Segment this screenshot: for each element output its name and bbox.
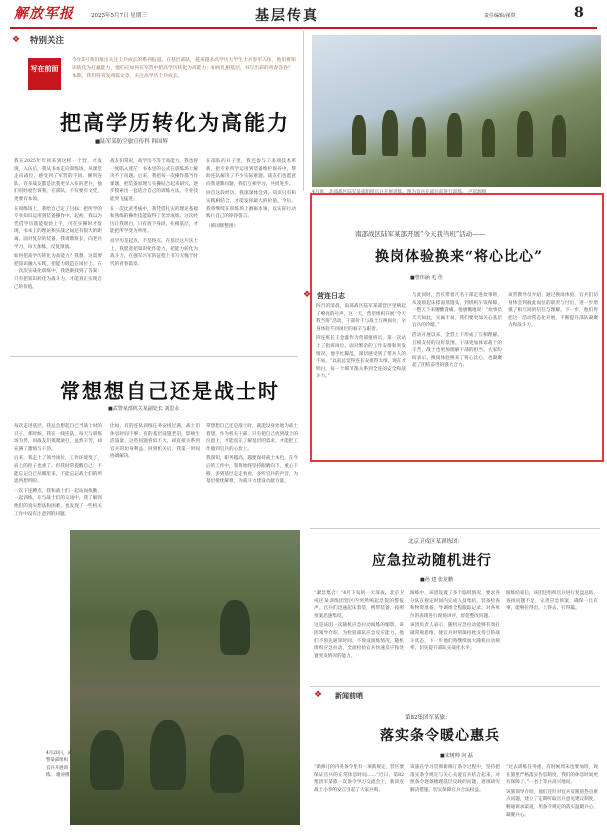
- divider: [10, 356, 298, 357]
- special-focus-label: 特别关注: [30, 36, 65, 46]
- editor-credit: 责任编辑/孫熒: [484, 13, 516, 19]
- soldiers-photo: [70, 530, 300, 825]
- column-divider: [303, 31, 304, 191]
- article-2-title: 换岗体验换来“将心比心”: [375, 249, 544, 265]
- article-4-kicker: 北京卫戍区某训练团：: [408, 539, 464, 545]
- photo-2-caption: 4月20日，武警某部组织官兵开展训练。 谢涛摄: [46, 751, 72, 779]
- photo-1-caption: 4月底，北部战区陆军某部组织官兵开展训练。图为官兵在战位前进行训练。 卢起源摄: [312, 190, 487, 195]
- article-4-col-2: 演练中，该团设置了多个临机情况，要求各分队在规定时间内完成人员集结、装备检查和物资准备。导调组全程跟踪记录，对各单位的表现进行现场讲评，督促整改问题。 该团负责人表示，随机应急拉动能够有效打破常规思维，使官兵时刻保持枕戈待旦的战斗状态，下一步他们将继续加大随机拉动频率，切实提升部队实战化水平。: [410, 591, 500, 652]
- article-1-col-3: 在部队的日子里，我还参与了多项技术革新，把专业所学运用到装备维护保养中，帮助连队解决了不少实际难题。战友们也愿意向我请教问题，我们互相学习、共同进步。 回首这段经历，我深深体会到，知识只有和实践相结合，才能发挥最大的价值。今后，我将继续在训练场上磨砺本领，以实际行动践行自己的铮铮誓言。 （韩国辉整理）: [206, 159, 296, 229]
- article-5-byline: ■宋树帅 向 磊: [440, 753, 473, 759]
- article-3-byline: ■武警某部机关某副处长 刘思永: [108, 406, 180, 412]
- article-4-title: 应急拉动随机进行: [372, 553, 492, 569]
- column-label: 营连日志: [317, 291, 345, 300]
- article-1-byline: ■陆军某防空旅宣传科 韩国辉: [95, 139, 168, 145]
- article-2-col-1: 四月的清晨，南部战区陆军某部营区里响起了嘹亮的号声。这一天，营里组织开展“今天我当班”活动，干部骨干与战士互换岗位，亲身体验不同岗位的艰辛与职责。 四连班长王金鑫作为营部值班员，第一次站上了指挥岗位。面对繁杂的工作安排和突发情况，他手忙脚乱，深切感受到了带兵人的不易。“以前总觉得连长安排得太细，现在才明白，每一个细节都关系到全连的安全和战斗力。”: [316, 304, 406, 380]
- article-3-col-1: 每次走进基层，我总会想起自己当战士时的日子。那时候，我在一线连队，每天与训练场为伴，同战友们摸爬滚打，虽然辛苦，却充满了激情与干劲。 后来，我走上了领导岗位，工作环境变了，肩上的担子也重了。但我时常提醒自己：不能忘记自己从哪里来，不能忘记战士们的所思所想所盼。 一次下连蹲点，我和战士们一起站岗执勤、一起训练。在与战士们的交谈中，我了解到他们的真实想法和困难，也发现了一些机关工作中没有注意到的问题。: [14, 424, 102, 517]
- newspaper-logo: 解放军报: [14, 6, 74, 22]
- article-5-col-2: 该旅在学习贯彻新修订条令过程中，坚持把落实条令规定与关心关爱官兵结合起来，对照条令逐条梳理基层反映的问题，逐项研究解决措施，切实保障官兵合法权益。: [410, 765, 500, 793]
- training-photo: [312, 35, 601, 187]
- article-2-kicker: 南部战区陆军某部开展“今天我当班”活动——: [355, 230, 486, 238]
- leaf-icon: ❖: [314, 690, 323, 700]
- article-5-title: 落实条令暖心惠兵: [380, 728, 500, 744]
- section-title: 基层传真: [255, 8, 319, 24]
- divider: [310, 528, 600, 529]
- special-focus-badge: [10, 33, 70, 48]
- masthead-rule: [10, 27, 597, 29]
- article-4-col-1: “紧急集合！”4月下旬的一天深夜，北京卫戍区某训练团营区内突然响起急促的警报声。官兵们迅速起床着装，携带装备，按照预案迅速集结。 这是该团一次随机应急拉动演练的缩影。该团领导介绍，为检验部队应急反应能力，他们不预先通知时间、不预设演练情况，随机组织应急拉动，全面检验官兵快速反应和处置突发情况的能力。: [314, 591, 404, 659]
- divider: [310, 686, 600, 687]
- article-3-col-2: 比如，有的连队训练任务安排过满，战士们休息时间不够；有的基层设施老旧，影响生活质量。这些问题看似不大，却直接关系到官兵的切身利益。回到机关后，我第一时间协调解决。: [110, 424, 200, 460]
- article-3-title: 常想想自己还是战士时: [60, 379, 280, 403]
- article-5-col-3: “过去训练任务重，有时候周末也要加班，现在旅里严格落实作息制度，我们的休息时间更有保障了。”一名上等兵高兴地说。 该旅领导介绍，他们还针对官兵反映的热点难点问题，建立了定期听取官兵意见建议制度，畅通诉求渠道，用条令规定的落实温暖兵心、凝聚兵心。: [506, 765, 598, 818]
- leaf-icon: ❖: [12, 35, 21, 45]
- article-5-col-1: “新修订的内务条令里有一项新规定，营区要保证官兵的正常休息时间……”近日，第82集团军某旅一次条令学习交流会上，新训连战士小李的发言引起了大家共鸣。: [314, 765, 404, 793]
- article-2-byline: ■曾伟涵 毛 佳: [410, 275, 443, 281]
- editor-note-text: 今年5月我们推出关注士兵成长的系列报道。在基层部队，越来越多高学历大学生士兵参军入伍，他们将知识转化为打赢能力，他们应如何在军营中把高学历转化为高能力；如何扎根基层，书写出彩的青春答卷？本期，我们特刊发两篇文章，关注高学历士兵成长。: [72, 58, 296, 79]
- leaf-icon: ❖: [303, 290, 312, 300]
- article-2-col-3: 该营教导员介绍，通过换岗体验，官兵们切身体会到彼此岗位的职责与付出，进一步增强了相互间的信任与理解。下一步，他们将把这一活动常态化开展，不断提升部队凝聚力和战斗力。: [508, 293, 598, 329]
- editor-note-badge: 写在前面: [28, 58, 61, 90]
- article-4-byline: ■孙 建 张龙鹏: [420, 577, 453, 583]
- news-frontline-label: 新闻前哨: [335, 691, 363, 700]
- article-2-col-2: 与此同时，营长带着几名干部走进炊事班，从凌晨起床揉面蒸馒头，到组织午饭保障，一整天下来腰酸背痛。他感慨地说：“炊事员天天如此，实属不易，我们要更加关心基层官兵的冷暖。” 活动开展以来，全营上下形成了互相理解、互相支持的良好氛围。干部更加体谅战士的辛苦，战士也更加理解干部的担当。大家纷纷表示，换岗体验换来了将心比心，也凝聚起了团结奋进的强大合力。: [412, 293, 502, 369]
- article-1-title: 把高学历转化为高能力: [60, 110, 290, 135]
- article-4-col-3: 演练结束后，该团还组织官兵进行复盘总结，查找问题不足，完善应急预案，确保一旦有事，能够拉得出、上得去、打得赢。: [506, 591, 598, 612]
- article-1-col-2: 战友们常说，高学历不等于高能力。我也曾一度陷入迷茫：书本里的公式在训练场上解决不了问题。后来，我把每一次操作都当作课题，把装备原理与实操结合起来研究，逐步摸索出一套适合自己的训练方法，专业技能突飞猛进。 在一次比武考核中，我凭借扎实的理论基础和熟练的操作技能取得了优异成绩。这次经历让我明白，只有放下身段、扎根基层，才能把所学变为所用。 高学历是起点，不是终点。在基层这片沃土上，我愿意把知识化作能力，把能力转化为战斗力，在强军兴军的征程上书写无愧于时代的青春篇章。: [110, 159, 198, 267]
- article-1-col-1: 我在2025年年初来到这样一个营，才发现，入伍后，我从书本走向训练场，从课堂走向战位，感受到了军营的不同。刚到连队，许多战友都是比我更早入伍的老兵，他们用经验告诉我，在部队，不仅要有文凭，更要有本领。 在训练场上，我给自己定了目标：把所学的专业知识运用到装备操作中。起初，我以为凭借学历就能很快上手，可在实操时才发现，书本上的理论和实战之间还有很大的距离。面对复杂的装备，我请教班长，向老兵学习，每天加练，反复推演。 如何把高学历转化为高能力？我想，这需要把知识融入实践，把能力锻造在岗位上。在一次次实战化训练中，我逐渐找到了答案：只有把知识转化为战斗力，才能真正实现自己的价值。: [14, 159, 102, 290]
- article-5-kicker: 第82集团军某旅：: [405, 715, 451, 721]
- masthead: [0, 0, 607, 30]
- page-number: 8: [574, 5, 584, 21]
- article-3-col-3: 常想想自己还是战士时，就能设身处地为战士着想。作为机关干部，只有把自己放到战士的位置上，才能真正了解基层的需求，才能把工作做到官兵的心坎上。 我深知，职务越高，越要保持战士本色。在今后的工作中，我将始终坚持眼睛向下、重心下移，多到基层走走看看，多听官兵的声音，为基层排忧解难，为战斗力建设贡献力量。: [206, 424, 298, 485]
- issue-date: 2025年5月7日 星期三: [91, 13, 147, 19]
